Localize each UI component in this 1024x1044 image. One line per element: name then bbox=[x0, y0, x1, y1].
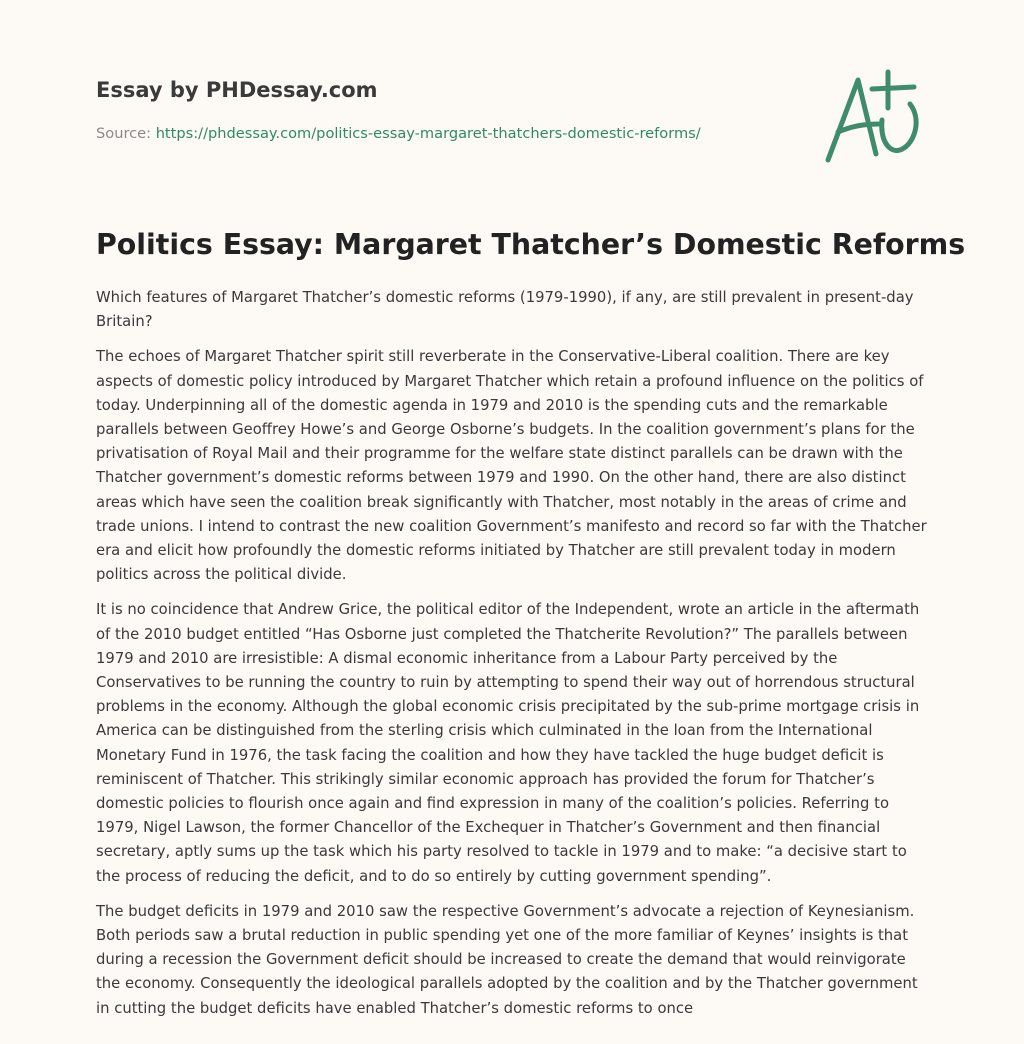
a-plus-logo-icon bbox=[818, 66, 930, 166]
essay-paragraph: It is no coincidence that Andrew Grice, the political editor of the Independent, wrote an article in the aftermath of the 2010 budget entitled “Has Osborne just completed the Thatcherite Revolution?” The parallels between 1979 and 2010 are irresistible: A dismal economic inheritance from a Labour Party perceived by the Conservatives to be running the country to ruin by attempting to spend their way out of horrendous structural problems in the economy. Although the global economic crisis precipitated by the sub-prime mortgage crisis in America can be distinguished from the sterling crisis which culminated in the loan from the International Monetary Fund in 1976, the task facing the coalition and how they have tackled the huge budget deficit is reminiscent of Thatcher. This strikingly similar economic approach has provided the forum for Thatcher’s domestic policies to flourish once again and find expression in many of the coalition’s policies. Referring to 1979, Nigel Lawson, the former Chancellor of the Exchequer in Thatcher’s Government and then financial secretary, aptly sums up the task which his party resolved to tackle in 1979 and to make: “a decisive start to the process of reducing the deficit, and to do so entirely by cutting government spending”. bbox=[96, 601, 920, 885]
essay-question: Which features of Margaret Thatcher’s domestic reforms (1979-1990), if any, are still prevalent in present-day Britain? bbox=[96, 289, 914, 331]
source-label: Source: bbox=[96, 125, 156, 142]
page-header bbox=[96, 76, 736, 104]
essay-paragraph: The echoes of Margaret Thatcher spirit still reverberate in the Conservative-Liberal coalition. There are key aspects of domestic policy introduced by Margaret Thatcher which retain a profound influence on the politics of today. Underpinning all of the domestic agenda in 1979 and 2010 is the spending cuts and the remarkable parallels between Geoffrey Howe’s and George Osborne’s budgets. In the coalition government’s plans for the privatisation of Royal Mail and their programme for the welfare state distinct parallels can be drawn with the Thatcher government’s domestic reforms between 1979 and 1990. On the other hand, there are also distinct areas which have seen the coalition break significantly with Thatcher, most notably in the areas of crime and trade unions. I intend to contrast the new coalition Government’s manifesto and record so far with the Thatcher era and elicit how profoundly the domestic reforms initiated by Thatcher are still prevalent today in modern politics across the political divide. bbox=[96, 348, 927, 584]
essay-title: Politics Essay: Margaret Thatcher’s Domestic Reforms bbox=[96, 228, 966, 261]
site-brand: Essay by PHDessay.com bbox=[96, 78, 378, 102]
source-line bbox=[96, 124, 701, 144]
source-link[interactable]: https://phdessay.com/politics-essay-margaret-thatchers-domestic-reforms/ bbox=[155, 125, 701, 142]
essay-body bbox=[96, 286, 928, 1032]
essay-paragraph: The budget deficits in 1979 and 2010 saw the respective Government’s advocate a rejection of Keynesianism. Both periods saw a brutal reduction in public spending yet one of the more familiar of Keynes’ insights is that during a recession the Government deficit should be increased to create the demand that would reinvigorate the economy. Consequently the ideological parallels adopted by the coalition and by the Thatcher government in cutting the budget deficits have enabled Thatcher’s domestic reforms to once bbox=[96, 902, 918, 1017]
a-plus-logo bbox=[818, 66, 930, 166]
